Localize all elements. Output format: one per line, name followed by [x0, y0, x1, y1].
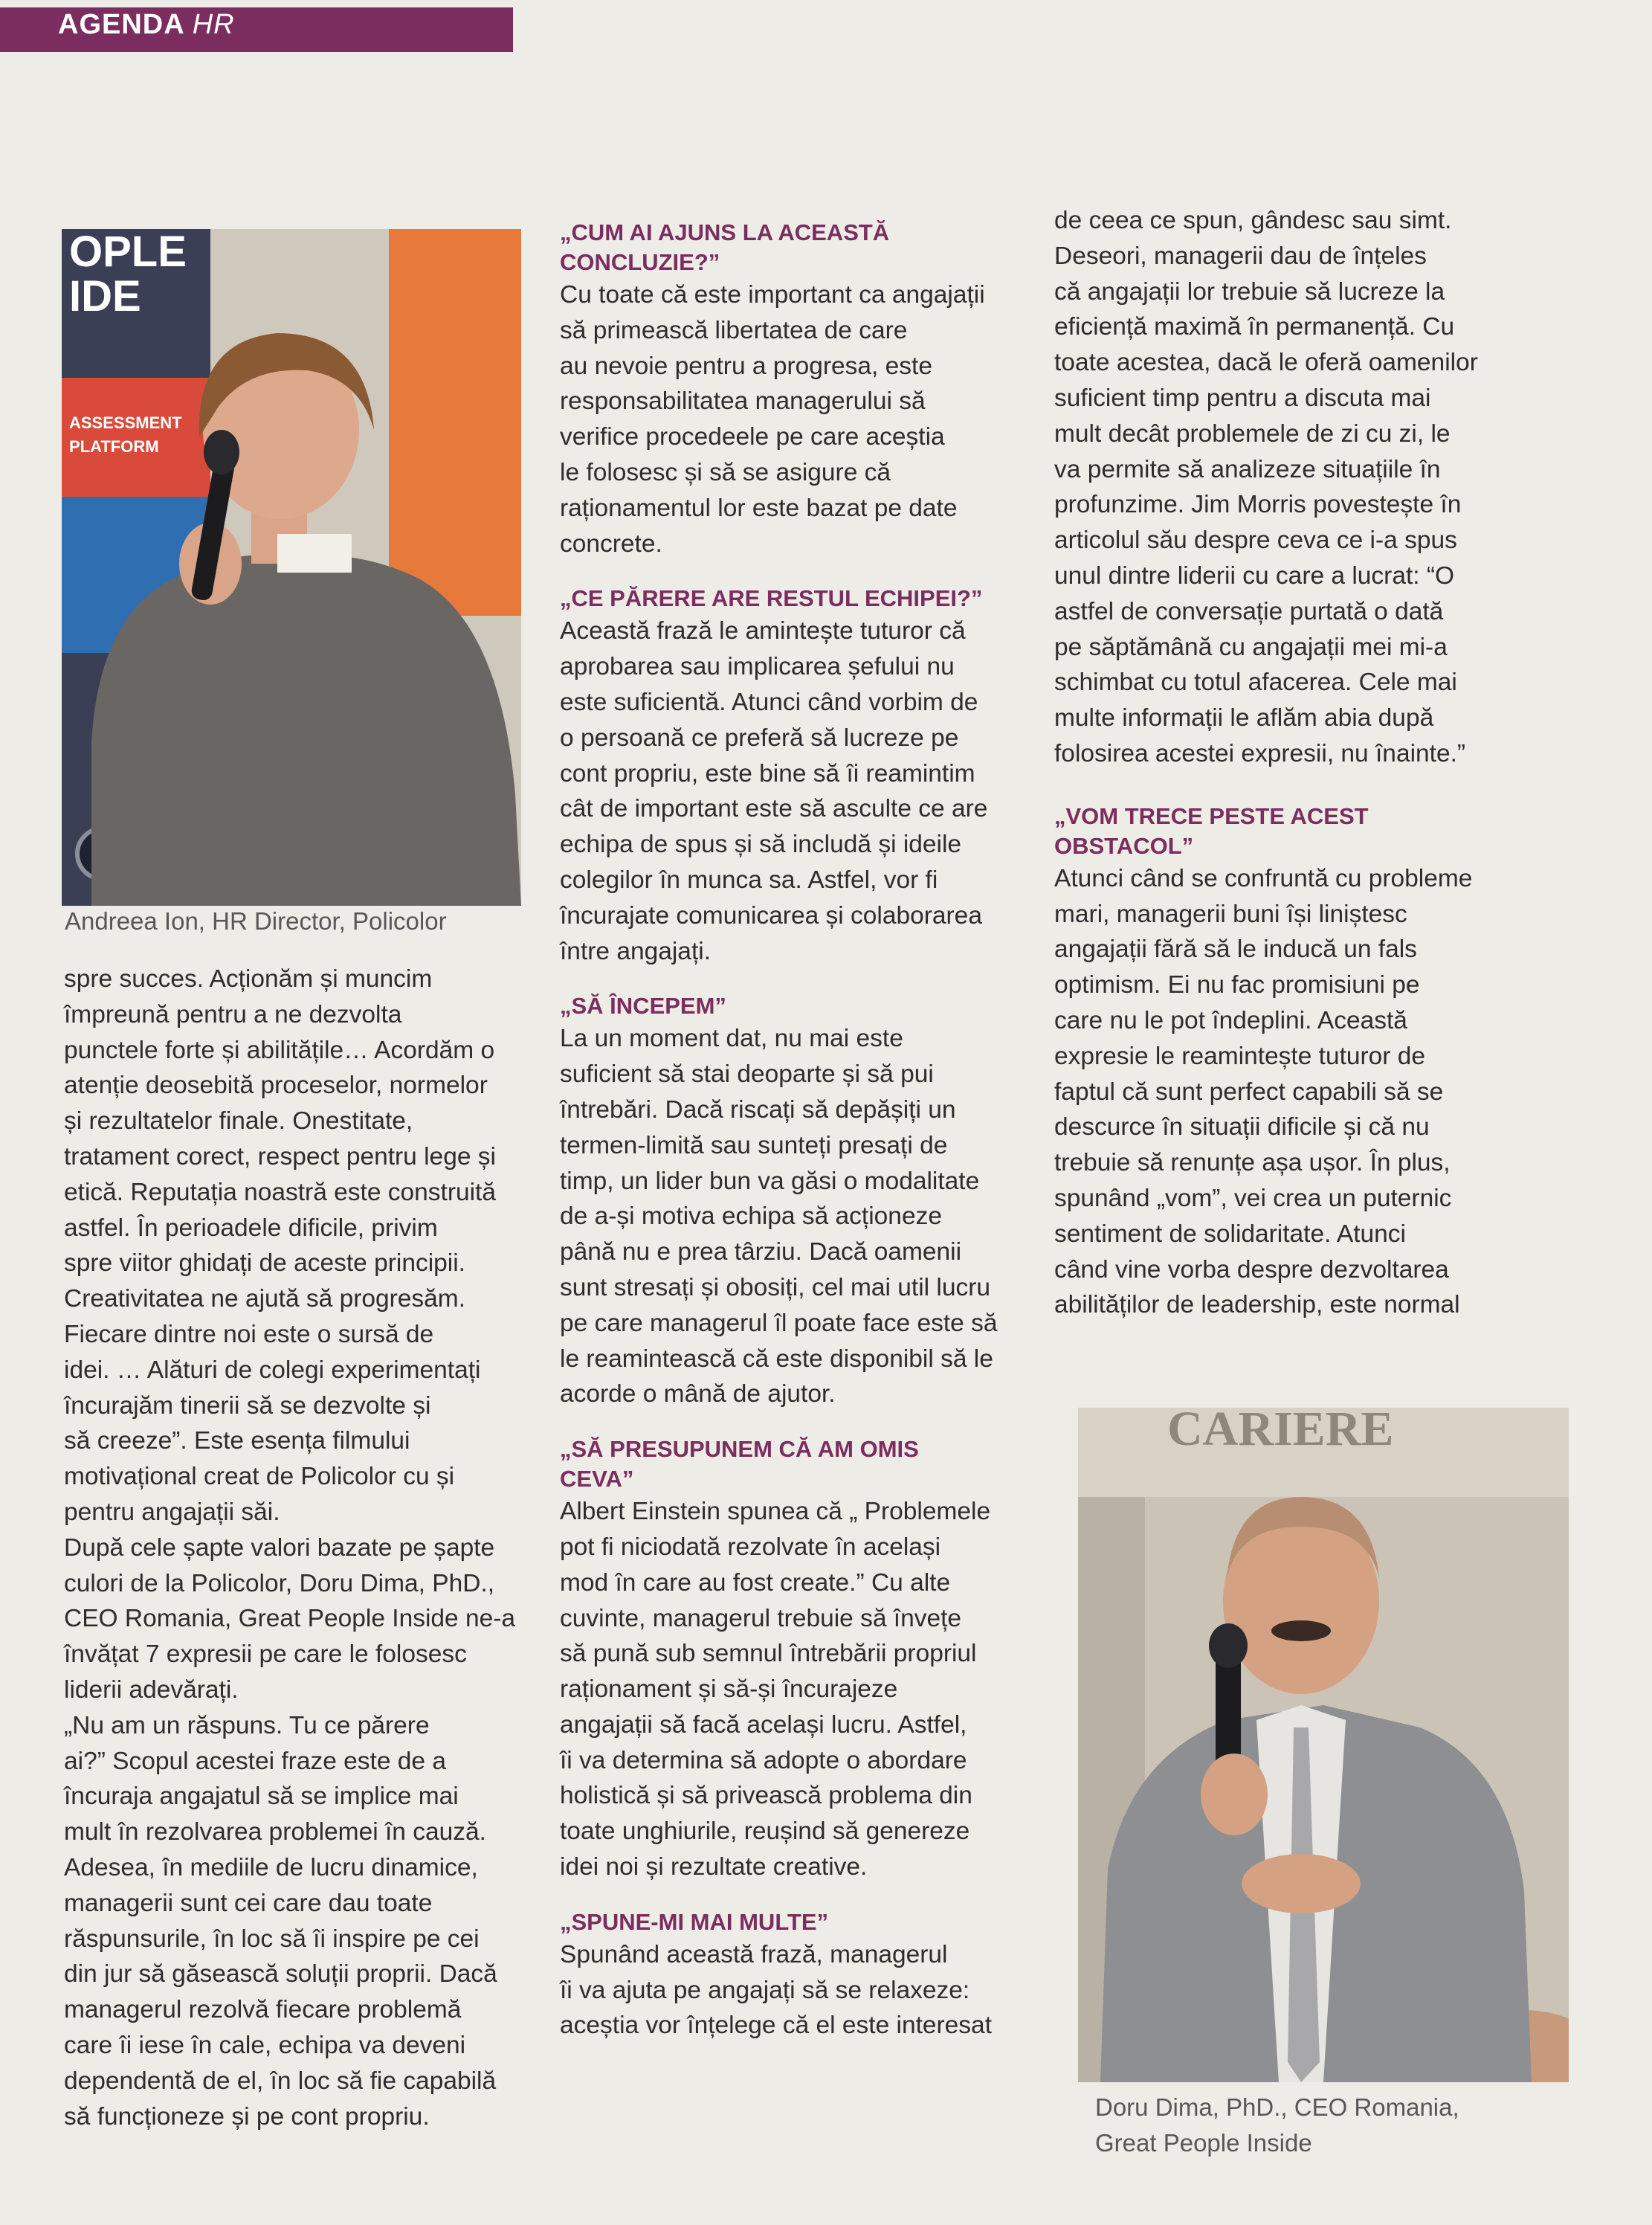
body-line: expresie le reamintește tuturor de: [1054, 1042, 1426, 1070]
section-header: [58, 9, 235, 41]
body-line: împreună pentru a ne dezvolta: [64, 1000, 402, 1028]
body-line: liderii adevărați.: [64, 1675, 239, 1704]
body-line: Fiecare dintre noi este o sursă de: [64, 1320, 434, 1348]
body-line: să pună sub semnul întrebării propriul: [560, 1640, 977, 1668]
body-line: ai?” Scopul acestei fraze este de a: [64, 1747, 446, 1775]
photo-doru-dima: [1078, 1408, 1569, 2082]
body-line: între angajați.: [560, 937, 711, 965]
spacer: [560, 969, 1051, 991]
caption-line: Doru Dima, PhD., CEO Romania,: [1095, 2093, 1459, 2121]
body-line: Atunci când se confruntă cu probleme: [1054, 864, 1473, 892]
body-line: pe care managerul îl poate face este să: [560, 1309, 998, 1337]
column-2: [560, 218, 1051, 2044]
banner-cariere: CARIERE: [1167, 1408, 1394, 1456]
body-line: și rezultatelor finale. Onestitate,: [64, 1107, 413, 1136]
column-3: [1054, 203, 1567, 1323]
section-heading: „SĂ ÎNCEPEM”: [560, 993, 726, 1020]
body-line: să funcționeze și pe cont propriu.: [64, 2102, 430, 2131]
section-title-suffix: HR: [192, 9, 235, 40]
body-line: până nu e prea târziu. Dacă oamenii: [560, 1238, 962, 1266]
body-line: acorde o mână de ajutor.: [560, 1380, 836, 1408]
body-line: de ceea ce spun, gândesc sau simt.: [1054, 207, 1452, 234]
body-line: sunt stresați și obosiți, cel mai util lucru: [560, 1273, 991, 1301]
body-line: cuvinte, managerul trebuie să învețe: [560, 1604, 962, 1632]
body-line: spre viitor ghidați de aceste principii.: [64, 1249, 465, 1278]
body-line: întrebări. Dacă riscați să depășiți un: [560, 1095, 956, 1124]
banner-text-2: IDE: [69, 272, 141, 321]
body-line: îi va determina să adopte o abordare: [560, 1746, 967, 1774]
body-line: Albert Einstein spunea că „ Problemele: [560, 1498, 991, 1526]
body-line: pe săptămână cu angajații mei mi-a: [1054, 633, 1448, 661]
body-line: colegilor în munca sa. Astfel, vor fi: [560, 866, 938, 894]
body-line: idei. … Alături de colegi experimentați: [64, 1356, 481, 1384]
body-line: concrete.: [560, 529, 662, 558]
body-line: toate unghiurile, reușind să genereze: [560, 1817, 970, 1846]
photo-andreea-ion-caption: Andreea Ion, HR Director, Policolor: [65, 907, 447, 935]
body-line: unul dintre liderii cu care a lucrat: “O: [1054, 561, 1455, 590]
body-line: multe informații le aflăm abia după: [1054, 704, 1434, 732]
body-line: dependentă de el, în loc să fie capabilă: [64, 2067, 497, 2095]
body-line: managerul rezolvă fiecare problemă: [64, 1996, 462, 2024]
body-line: „Nu am un răspuns. Tu ce părere: [64, 1711, 430, 1739]
body-line: verifice procedeele pe care aceștia: [560, 423, 945, 451]
body-line: mult decât problemele de zi cu zi, le: [1054, 419, 1451, 448]
body-line: sentiment de solidaritate. Atunci: [1054, 1220, 1406, 1248]
banner-text-1: OPLE: [69, 229, 187, 276]
body-line: idei noi și rezultate creative.: [560, 1853, 868, 1881]
body-line: să primească libertatea de care: [560, 316, 908, 344]
body-line: toate acestea, dacă le oferă oamenilor: [1054, 349, 1478, 377]
body-line: motivațional creat de Policolor cu și: [64, 1463, 455, 1491]
body-line: atenție deosebită proceselor, normelor: [64, 1072, 488, 1100]
body-line: Deseori, managerii dau de înțeles: [1054, 242, 1427, 270]
body-line: termen-limită sau sunteți presați de: [560, 1131, 948, 1159]
body-line: eficiență maximă în permanență. Cu: [1054, 313, 1455, 341]
body-line: timp, un lider bun va găsi o modalitate: [560, 1167, 980, 1195]
body-line: trebuie să renunțe așa ușor. În plus,: [1054, 1149, 1451, 1177]
body-line: După cele șapte valori bazate pe șapte: [64, 1533, 495, 1562]
body-line: optimism. Ei nu fac promisiuni pe: [1054, 971, 1420, 999]
body-line: culori de la Policolor, Doru Dima, PhD.,: [64, 1569, 495, 1597]
body-line: La un moment dat, nu mai este: [560, 1025, 903, 1053]
body-line: le reamintească că este disponibil să le: [560, 1345, 993, 1373]
body-line: angajații să facă același lucru. Astfel,: [560, 1710, 967, 1739]
body-line: să creeze”. Este esența filmului: [64, 1427, 410, 1455]
body-line: spunând „vom”, vei crea un puternic: [1054, 1184, 1452, 1212]
body-line: mult în rezolvarea problemei în cauză.: [64, 1818, 486, 1846]
body-line: spre succes. Acționăm și muncim: [64, 965, 433, 993]
banner-sub-1: ASSESSMENT: [69, 413, 182, 432]
spacer: [560, 1412, 1051, 1435]
body-line: astfel. În perioadele dificile, privim: [64, 1214, 438, 1242]
body-line: CEO Romania, Great People Inside ne-a: [64, 1605, 516, 1633]
body-line: aceștia vor înțelege că el este interesat: [560, 2012, 992, 2040]
section-heading: OBSTACOL”: [1054, 832, 1194, 859]
body-line: este suficientă. Atunci când vorbim de: [560, 688, 978, 716]
section-heading: „CUM AI AJUNS LA ACEASTĂ: [560, 219, 890, 245]
body-line: faptul că sunt perfect capabili să se: [1054, 1078, 1444, 1106]
body-line: o persoană ce preferă să lucreze pe: [560, 724, 959, 752]
photo-doru-dima-illustration: [1078, 1408, 1569, 2082]
body-line: care îi iese în cale, echipa va deveni: [64, 2031, 466, 2059]
body-line: răspunsurile, în loc să îi inspire pe cei: [64, 1925, 480, 1953]
section-heading: CONCLUZIE?”: [560, 249, 720, 275]
section-title: AGENDA: [58, 9, 185, 40]
body-line: suficient timp pentru a discuta mai: [1054, 384, 1431, 412]
body-line: raționamentul lor este bazat pe date: [560, 494, 958, 522]
body-line: pot fi niciodată rezolvate în același: [560, 1533, 941, 1561]
body-line: Creativitatea ne ajută să progresăm.: [64, 1285, 466, 1313]
body-line: Cu toate că este important ca angajații: [560, 281, 985, 309]
body-line: holistică și să privească problema din: [560, 1782, 972, 1810]
body-line: din jur să găsească soluții proprii. Dacă: [64, 1960, 497, 1989]
body-line: încurajăm tinerii să se dezvolte și: [64, 1391, 431, 1420]
body-line: Spunând această frază, managerul: [560, 1940, 948, 1968]
body-line: raționament și să-și încurajeze: [560, 1675, 898, 1704]
spacer: [1054, 772, 1567, 802]
body-line: abilităților de leadership, este normal: [1054, 1291, 1460, 1319]
banner-sub-2: PLATFORM: [69, 437, 159, 456]
spacer: [560, 1885, 1051, 1907]
body-line: punctele forte și abilitățile… Acordăm o: [64, 1036, 495, 1064]
body-line: le folosesc și să se asigure că: [560, 458, 891, 486]
body-line: de a-și motiva echipa să acționeze: [560, 1202, 942, 1231]
body-line: care nu le pot îndeplini. Această: [1054, 1006, 1407, 1034]
body-line: cont propriu, este bine să îi reamintim: [560, 759, 975, 788]
body-line: articolul său despre ceva ce i-a spus: [1054, 527, 1457, 555]
body-line: aprobarea sau implicarea șefului nu: [560, 653, 955, 681]
body-line: responsabilitatea managerului să: [560, 387, 926, 416]
spacer: [560, 561, 1051, 584]
photo-andreea-ion-illustration: [62, 229, 521, 906]
body-line: tratament corect, respect pentru lege și: [64, 1142, 496, 1171]
body-line: astfel de conversație purtată o dată: [1054, 597, 1444, 625]
body-line: pentru angajații săi.: [64, 1498, 280, 1526]
body-line: când vine vorba despre dezvoltarea: [1054, 1255, 1449, 1284]
body-line: etică. Reputația noastră este construită: [64, 1178, 496, 1206]
body-line: încurajate comunicarea și colaborarea: [560, 901, 982, 930]
column-1: [64, 962, 540, 2134]
photo-andreea-ion: [62, 229, 521, 906]
body-line: încuraja angajatul să se implice mai: [64, 1783, 459, 1811]
section-heading: „SĂ PRESUPUNEM CĂ AM OMIS: [560, 1436, 919, 1463]
body-line: folosirea acestei expresii, nu înainte.”: [1054, 739, 1466, 767]
body-line: echipa de spus și să includă și ideile: [560, 831, 962, 859]
section-heading: „VOM TRECE PESTE ACEST: [1054, 802, 1369, 829]
body-line: au nevoie pentru a progresa, este: [560, 352, 932, 380]
body-line: îi va ajuta pe angajați să se relaxeze:: [560, 1976, 970, 2004]
body-line: Această frază le amintește tuturor că: [560, 617, 966, 645]
section-heading: „CE PĂRERE ARE RESTUL ECHIPEI?”: [560, 585, 983, 612]
body-line: profunzime. Jim Morris povestește în: [1054, 491, 1462, 519]
body-line: Adesea, în mediile de lucru dinamice,: [64, 1853, 478, 1881]
body-line: cât de important este să asculte ce are: [560, 795, 988, 823]
body-line: schimbat cu totul afacerea. Cele mai: [1054, 669, 1457, 697]
body-line: va permite să analizeze situațiile în: [1054, 455, 1441, 483]
body-line: mari, managerii buni își liniștesc: [1054, 900, 1407, 928]
body-line: suficient să stai deoparte și să pui: [560, 1060, 934, 1089]
body-line: descurce în situații dificile și că nu: [1054, 1113, 1430, 1142]
section-heading: CEVA”: [560, 1466, 634, 1493]
body-line: managerii sunt cei care dau toate: [64, 1889, 433, 1917]
caption-line: Great People Inside: [1095, 2129, 1312, 2157]
body-line: mod în care au fost create.” Cu alte: [560, 1568, 951, 1597]
photo-doru-dima-caption: [1095, 2090, 1459, 2161]
body-line: învățat 7 expresii pe care le folosesc: [64, 1640, 467, 1669]
body-line: angajații fără să le inducă un fals: [1054, 936, 1417, 964]
section-heading: „SPUNE-MI MAI MULTE”: [560, 1908, 829, 1935]
body-line: că angajații lor trebuie să lucreze la: [1054, 277, 1445, 306]
